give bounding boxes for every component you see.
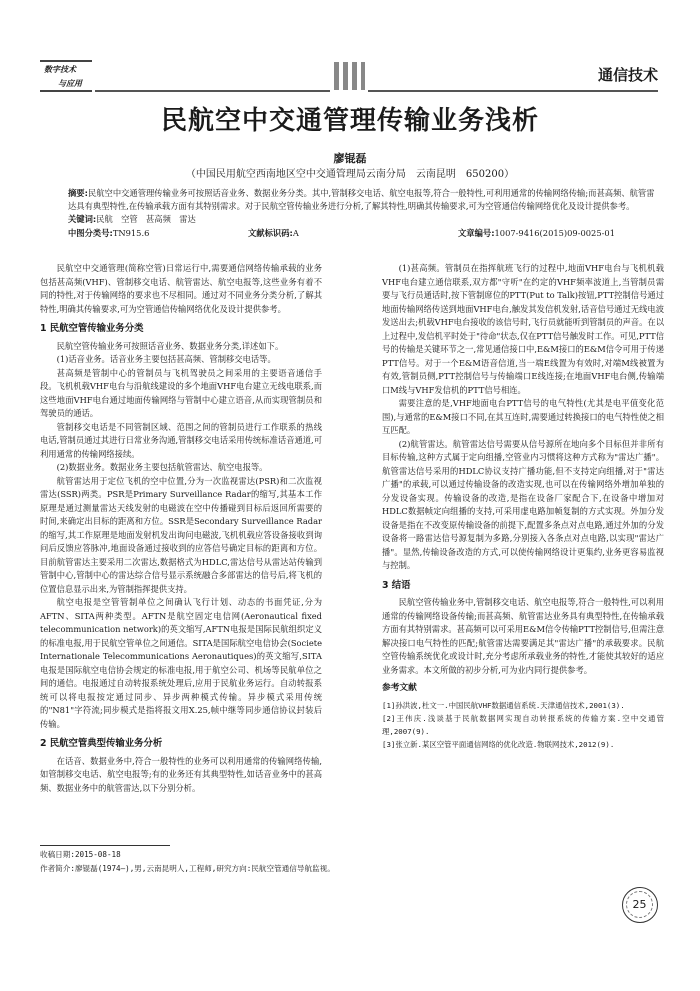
abstract-label: 摘要: [68, 188, 88, 198]
abstract-text: 民航空中交通管理传输业务可按照话音业务、数据业务分类。其中,管制移交电话、航空电报等,符合一般特性,可利用通常的传输网络传输;而甚高频、航管雷达具有典型特性,在传输承载方面有其特别需求。对于民航空管传输业务进行分析,了解其特性,明确其传输要求,可为空管通信传输网络优化及设计提供参考。 [68, 188, 655, 212]
page-number: 25 [632, 898, 647, 911]
section-2-heading: 2 民航空管典型传输业务分析 [40, 738, 163, 749]
clc-value: TN915.6 [112, 227, 150, 238]
paragraph: 民航空管传输业务中,管制移交电话、航空电报等,符合一般特性,可以利用通常的传输网络设备传输;而甚高频、航管雷达业务具有典型特性,在传输承载方面有其特别需求。甚高频可以可采用E&M信令传输PTT控制信号,但需注意解决接口电气特性的匹配;航管雷达需要满足其"雷达广播"的承载要求。民航空管传输系统优化或设计时,充分考虑所承载业务的特性,才能使其较好的适应业务需求。本文所做的初步分析,可为业内同行提供参考。 [382, 597, 664, 675]
header-rule-left [95, 90, 330, 92]
paragraph: 管制移交电话是不同管制区域、范围之间的管制员进行工作联系的热线电话,管制员通过其进行日常业务沟通,管制移交电话采用传统标准话音通道,可利用通常的传输网络接续。 [40, 421, 322, 459]
keywords-text: 民航 空管 甚高频 雷达 [96, 214, 196, 225]
keywords [68, 213, 660, 226]
left-column [40, 262, 322, 795]
paragraph: 航管雷达用于定位飞机的空中位置,分为一次监视雷达(PSR)和二次监视雷达(SSR)两类。PSR是Primary Surveillance Radar的缩写,其基本工作原理是通过测量雷达天线发射的电磁波在空中传播碰到目标后返回所需要的时间,来确定出目标的距离和方位。SSR是Secondary Surveillance Radar的缩写,其工作原理是地面发射机发出询问电磁波,飞机机载应答设备接收到询问后反馈应答脉冲,地面设备通过接收到的应答信号确定目标的距离和方位。目前航管雷达主要采用二次雷达,数据格式为HDLC,雷达信号从雷达站传输到管制中心,管制中心的雷达综合信号显示系统融合多部雷达的信号后,将飞机的位置信息显示出来,为管制指挥提供支持。 [40, 475, 322, 594]
paragraph: 甚高频是管制中心的管制员与飞机驾驶员之间采用的主要语音通信手段。飞机机载VHF电台与沿航线建设的多个地面VHF电台建立无线电联系,而这些地面VHF电台通过地面传输网络与管制中心建立语音,从而实现管制员和驾驶员的通话。 [40, 367, 322, 418]
reference-item: [3]张立新.某区空管平面通信网络的优化改造.物联网技术,2012(9). [382, 739, 615, 749]
article-no-value: 1007-9416(2015)09-0025-01 [494, 227, 615, 238]
header-bars-decoration [334, 62, 366, 90]
footnote-rule [40, 845, 170, 846]
footnote [40, 848, 640, 876]
page-number-badge [622, 887, 658, 923]
logo-top-text: 数字技术 [44, 64, 76, 74]
header-rule-right [368, 90, 658, 92]
paragraph: (1)甚高频。管制员在指挥航班飞行的过程中,地面VHF电台与飞机机载VHF电台建立通信联系,双方都"守听"在约定的VHF频率波道上,当管制员需要与飞行员通话时,按下管制席位的PTT(Put to Talk)按钮,PTT控制信号通过地面传输网络传送到地面VHF电台,触发其发信机发射,话音信号通过无线电波发送出去;机载VHF电台接收的该信号时,飞行员就能听到管制员的声音。在以上过程中,发信机平时处于"待命"状态,仅在PTT信号触发时工作。可见,PTT信号的传输是关键环节之一,常见通信接口中,E&M接口的E&M信令可用于传递PTT信号。对于一个E&M语音信道,当一端E线置为有效时,对端M线被置为有效,管制员侧,PTT控制信号与传输端口E线连接;在地面VHF电台侧,传输端口M线与VHF发信机的PTT信号相连。 [382, 263, 664, 395]
clc-label: 中图分类号: [68, 227, 113, 238]
references-heading: 参考文献 [382, 683, 417, 693]
section-3-heading: 3 结语 [382, 579, 411, 591]
paragraph: 航空电报是空管管制单位之间确认飞行计划、动态的书面凭证,分为AFTN、SITA两种类型。AFTN是航空固定电信网(Aeronautical fixed telecommunication network)的英文缩写,AFTN电报是国际民航组织定义的标准电报,用于民航空管单位之间通信。SITA是国际航空电信协会(Societe Internationale Telecommunications Aeronautiques)的英文缩写,SITA电报是国际航空电信协会规定的标准电报,用于航空公司、机场等民航单位之间的通信。电报通过自动转报系统处理后,应用于民航业务运行。自动转报系统可以将电报按定通过同步、异步两种模式传输。异步模式采用传统的"N81"字符流;同步模式是指将报文用X.25,帧中继等同步通信协议封装后传输。 [40, 597, 322, 729]
reference-item: [1]孙洪波,杜文一.中国民航VHF数据通信系统.天津通信技术,2001(3). [382, 700, 625, 710]
author-name: 廖锟磊 [333, 152, 367, 165]
paragraph: (2)数据业务。数据业务主要包括航管雷达、航空电报等。 [56, 462, 268, 472]
reference-item: [2]王伟庆.浅谈基于民航数据网实现自动转报系统的传输方案.空中交通管理,2007(9). [382, 713, 664, 736]
abstract-block [68, 187, 660, 240]
author-bio: 作者简介:廖锟磊(1974—),男,云南昆明人,工程师,研究方向:民航空管通信导航监视。 [40, 864, 335, 873]
logo-bottom-text: 与应用 [58, 78, 82, 88]
author-affiliation: （中国民用航空西南地区空中交通管理局云南分局 云南昆明 650200） [185, 169, 515, 180]
keywords-label: 关键词: [68, 214, 97, 225]
intro-paragraph: 民航空中交通管理(简称空管)日常运行中,需要通信网络传输承载的业务包括甚高频(VHF)、管制移交电话、航管雷达、航空电报等,这些业务有着不同的特性,对于传输网络的要求也不尽相同。通过对不同业务分类分析,了解其特性,明确其传输要求,可为空管通信传输网络优化及设计提供参考。 [40, 263, 322, 314]
paragraph: (1)话音业务。话音业务主要包括甚高频、管制移交电话等。 [56, 354, 276, 364]
article-title: 民航空中交通管理传输业务浅析 [160, 106, 539, 136]
journal-logo [40, 60, 92, 92]
article-no-cell [458, 227, 615, 240]
paragraph: (2)航管雷达。航管雷达信号需要从信号源所在地向多个目标但并非所有目标传输,这种方式属于定向组播,空管业内习惯将这种方式称为"雷达广播"。航管雷达信号采用的HDLC协议支持广播功能,但不支持定向组播,对于"雷达广播"的承载,可以通过传输设备的改造实现,也可以在传输网络外增加单独的分发设备实现。传输设备的改造,是指在设备厂家配合下,在设备中增加对HDLC数据帧定向组播的支持,可采用虚电路加帧复制的方式实现。外加分发设备是指在不改变原传输设备的前提下,配置多条点对点电路,通过外加的分发设备将一路雷达信号源复制为多路,分别接入各条点对点电路,以实现"雷达广播"。显然,传输设备改造的方式,可以使传输网络设计更集约,业务更容易监视与控制。 [382, 438, 664, 570]
paragraph: 民航空管传输业务可按照话音业务、数据业务分类,详述如下。 [56, 340, 284, 351]
classification-row [68, 227, 660, 240]
paragraph: 需要注意的是,VHF地面电台PTT信号的电气特性(尤其是电平值变化范围),与通常的E&M接口不同,在其互连时,需要通过转换接口的电气特性使之相互匹配。 [382, 398, 664, 435]
doc-code-label: 文献标识码: [248, 227, 293, 238]
clc-cell [68, 227, 248, 240]
right-column [382, 262, 664, 751]
section-label: 通信技术 [597, 66, 658, 84]
page-header [0, 50, 700, 90]
paragraph: 在话音、数据业务中,符合一般特性的业务可以利用通常的传输网络传输,如管制移交电话、航空电报等;有的业务还有其典型特性,如话音业务中的甚高频、数据业务中的航管雷达,以下分别分析。 [40, 755, 322, 793]
received-date: 收稿日期:2015-08-18 [40, 850, 121, 859]
abstract [68, 187, 660, 213]
article-no-label: 文章编号: [458, 227, 495, 238]
doc-code-cell [248, 227, 458, 240]
section-1-heading: 1 民航空管传输业务分类 [40, 323, 144, 334]
doc-code-value: A [292, 227, 299, 238]
